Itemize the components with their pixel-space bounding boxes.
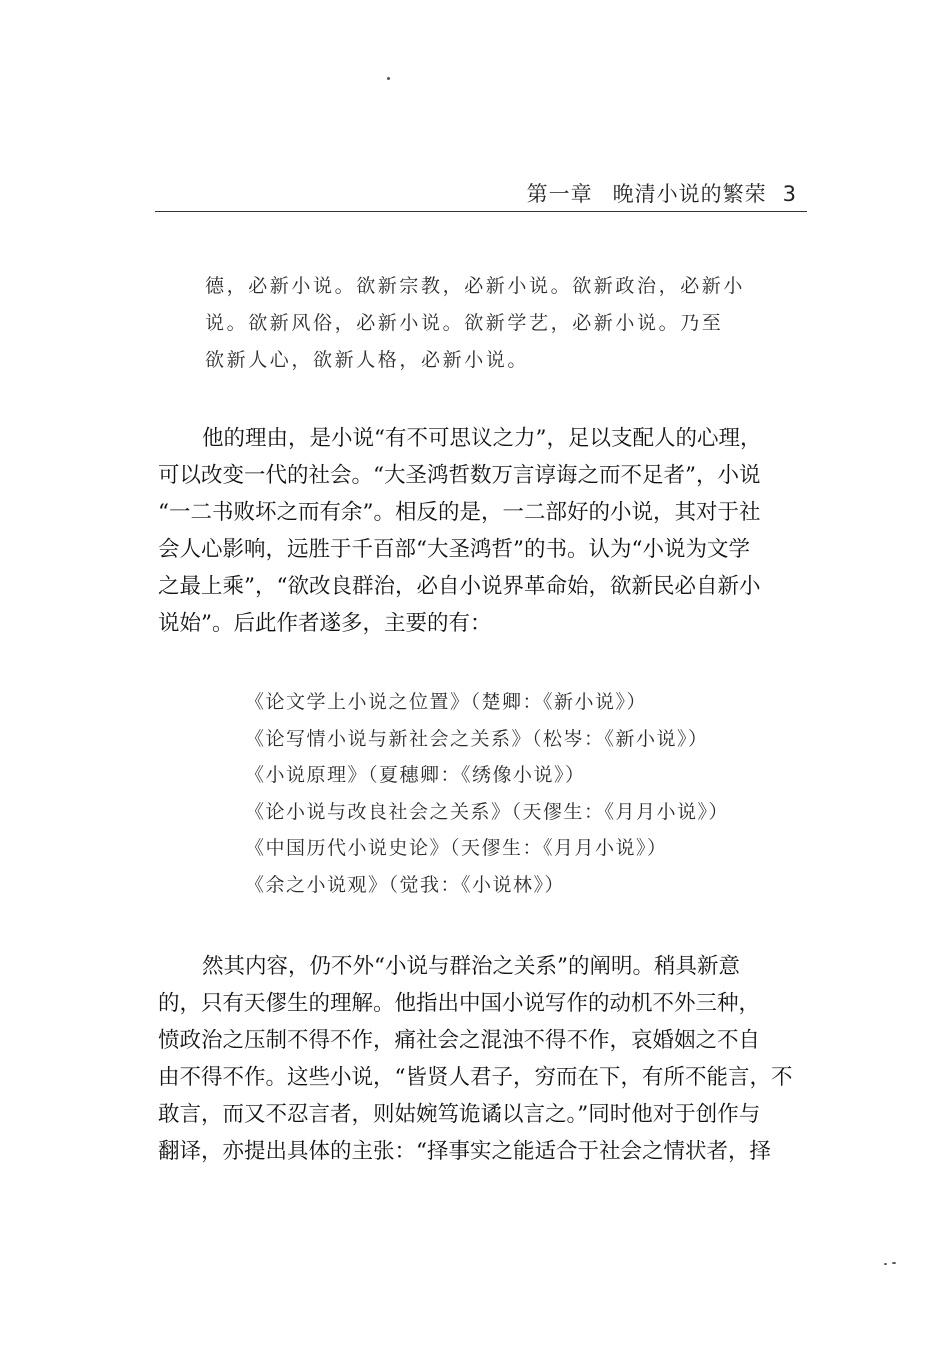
paragraph-line: 的，只有天僇生的理解。他指出中国小说写作的动机不外三种， [158, 991, 761, 1016]
quote-line: 德，必新小说。欲新宗教，必新小说。欲新政治，必新小 [205, 275, 746, 297]
reference-item: 《余之小说观》（觉我：《小说林》） [245, 873, 566, 896]
paragraph-line: “一二书败坏之而有余”。相反的是，一二部好的小说，其对于社 [158, 500, 761, 525]
paragraph-line: 翻译，亦提出具体的主张：“择事实之能适合于社会之情状者，择 [158, 1139, 771, 1164]
paragraph-line: 由不得不作。这些小说，“皆贤人君子，穷而在下，有所不能言，不 [158, 1065, 793, 1090]
running-header [155, 176, 807, 212]
paragraph-line: 敢言，而又不忍言者，则姑婉笃诡谲以言之。”同时他对于创作与 [158, 1102, 761, 1127]
header-rule [155, 211, 807, 212]
reference-item: 《中国历代小说史论》（天僇生：《月月小说》） [245, 837, 668, 859]
print-speck [387, 77, 390, 80]
reference-item: 《论写情小说与新社会之关系》（松岑：《新小说》） [245, 727, 709, 750]
header-title: 晚清小说的繁荣 [612, 182, 767, 206]
reference-item: 《论文学上小说之位置》（楚卿：《新小说》） [245, 691, 648, 713]
paragraph-line: 愤政治之压制不得不作，痛社会之混浊不得不作，哀婚姻之不自 [158, 1028, 761, 1053]
paragraph-line: 之最上乘”，“欲改良群治，必自小说界革命始，欲新民必自新小 [158, 574, 761, 599]
paragraph-line: 说始”。后此作者遂多，主要的有： [158, 611, 492, 636]
reference-list [245, 684, 785, 903]
reference-item: 《论小说与改良社会之关系》（天僇生：《月月小说》） [245, 800, 730, 823]
header-chapter: 第一章 [526, 182, 593, 206]
paragraph-line: 他的理由，是小说“有不可思议之力”，足以支配人的心理， [202, 426, 762, 451]
quote-line: 欲新人心，欲新人格，必新小说。 [205, 349, 530, 371]
body-paragraph-2 [158, 948, 806, 1170]
quote-block [205, 268, 775, 379]
paragraph-line: 然其内容，仍不外“小说与群治之关系”的阐明。稍具新意 [202, 954, 740, 979]
print-speck [884, 1263, 887, 1265]
page-number: 3 [782, 182, 797, 206]
print-speck [892, 1262, 896, 1264]
paragraph-line: 可以改变一代的社会。“大圣鸿哲数万言谆诲之而不足者”，小说 [158, 463, 761, 488]
header-text [527, 178, 797, 208]
reference-item: 《小说原理》（夏穗卿：《绣像小说》） [245, 764, 586, 786]
body-paragraph-1 [158, 420, 806, 642]
paragraph-line: 会人心影响，远胜于千百部“大圣鸿哲”的书。认为“小说为文学 [158, 537, 750, 562]
quote-line: 说。欲新风俗，必新小说。欲新学艺，必新小说。乃至 [205, 312, 724, 334]
